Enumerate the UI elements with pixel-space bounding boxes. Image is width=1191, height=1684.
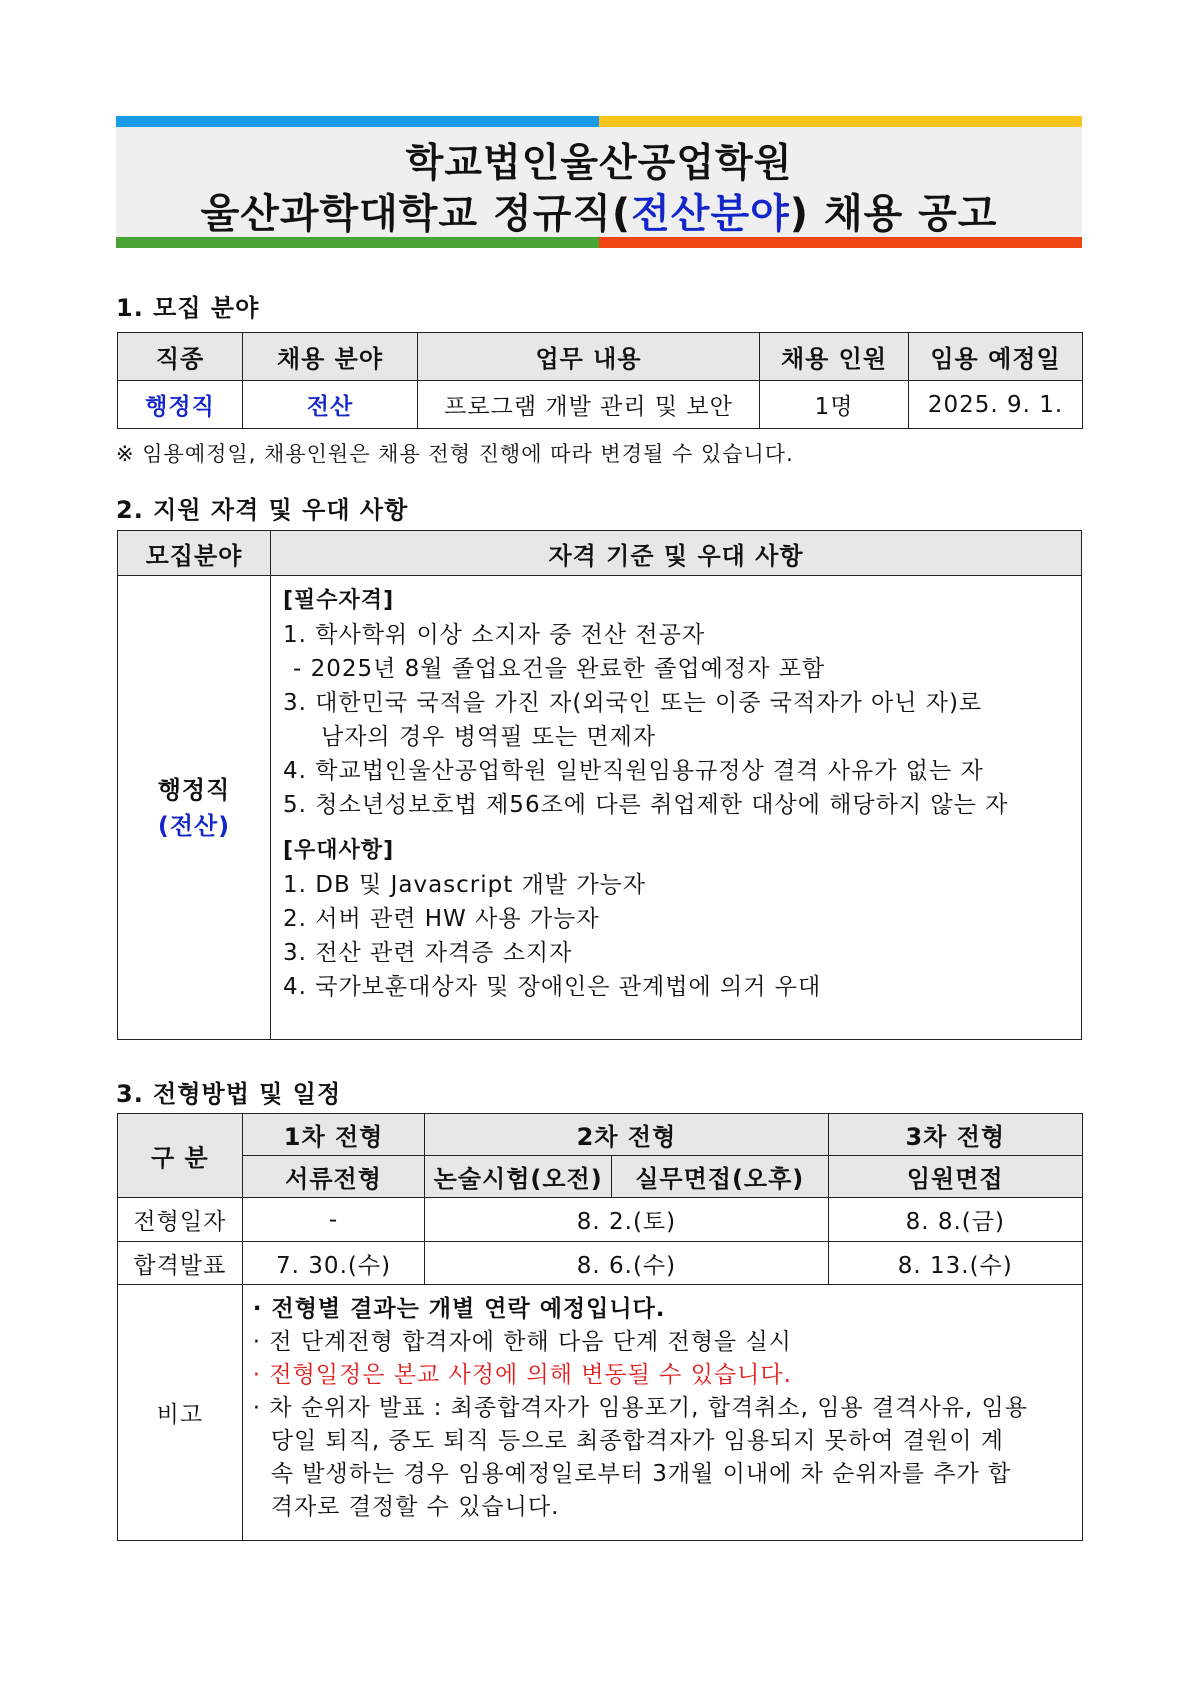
table-header: 모집분야 [118,531,271,576]
table-cell: 2025. 9. 1. [909,381,1083,429]
table-header: 구 분 [118,1114,243,1198]
table-cell: 8. 6.(수) [425,1242,828,1285]
title-line-2: 울산과학대학교 정규직(전산분야) 채용 공고 [200,191,998,237]
title-field: 전산분야 [631,191,790,237]
banner-bar-bottom-left [116,237,599,248]
title-banner [116,116,1082,248]
table-header: 서류전형 [242,1156,425,1198]
table-cell: 8. 13.(수) [828,1242,1082,1285]
remark-line: · 전 단계전형 합격자에 한해 다음 단계 전형을 실시 [252,1329,792,1355]
banner-bar-bottom-right [599,237,1082,248]
section-1-heading: 1. 모집 분야 [116,294,260,322]
list-item: 5. 청소년성보호법 제56조에 다른 취업제한 대상에 해당하지 않는 자 [283,792,1009,818]
table-header: 실무면접(오후) [611,1156,828,1198]
banner-bar-top-right [599,116,1082,127]
remark-line: 당일 퇴직, 중도 퇴직 등으로 최종합격자가 임용되지 못하여 결원이 계 [270,1428,1004,1454]
remark-line: · 전형별 결과는 개별 연락 예정입니다. [252,1296,666,1322]
list-item: 남자의 경우 병역필 또는 면제자 [321,724,657,750]
schedule-table [117,1113,1083,1541]
table-cell: 7. 30.(수) [242,1242,425,1285]
qualification-table [117,530,1082,1040]
required-title: [필수자격] [283,588,395,613]
table-header: 업무 내용 [418,333,760,381]
table-header: 직종 [118,333,243,381]
remarks-cell [242,1285,1082,1541]
field-sub-label: (전산) [157,811,231,840]
table-header: 3차 전형 [828,1114,1082,1156]
qualification-cell [271,576,1082,1040]
banner-bar-top-left [116,116,599,127]
field-cell [118,576,271,1040]
remark-line: · 전형일정은 본교 사정에 의해 변동될 수 있습니다. [252,1362,792,1388]
table-header: 임용 예정일 [909,333,1083,381]
table-cell: 전산 [243,381,418,429]
table-header: 1차 전형 [242,1114,425,1156]
table-header: 2차 전형 [425,1114,828,1156]
table-header: 자격 기준 및 우대 사항 [271,531,1082,576]
remark-line: · 차 순위자 발표 : 최종합격자가 임용포기, 합격취소, 임용 결격사유, 임용 [252,1395,1028,1421]
table-header: 채용 인원 [760,333,909,381]
table-cell: 비고 [118,1285,243,1541]
section-3-heading: 3. 전형방법 및 일정 [116,1080,342,1108]
table-header: 채용 분야 [243,333,418,381]
table-cell: 전형일자 [118,1198,243,1242]
remark-line: 격자로 결정할 수 있습니다. [270,1494,560,1520]
table-header: 임원면접 [828,1156,1082,1198]
list-item: 4. 국가보훈대상자 및 장애인은 관계법에 의거 우대 [283,974,822,1000]
table-header: 논술시험(오전) [425,1156,612,1198]
field-label: 행정직 [157,775,231,804]
list-item: 3. 대한민국 국적을 가진 자(외국인 또는 이중 국적자가 아닌 자)로 [283,690,983,716]
schedule-note: ※ 임용예정일, 채용인원은 채용 전형 진행에 따라 변경될 수 있습니다. [116,442,794,466]
table-cell: 8. 8.(금) [828,1198,1082,1242]
section-2-heading: 2. 지원 자격 및 우대 사항 [116,496,409,524]
title-line-1: 학교법인울산공업학원 [405,141,793,186]
table-cell: - [242,1198,425,1242]
remark-line: 속 발생하는 경우 임용예정일로부터 3개월 이내에 차 순위자를 추가 합 [270,1461,1012,1487]
table-cell: 합격발표 [118,1242,243,1285]
table-cell: 1명 [760,381,909,429]
list-item: 1. DB 및 Javascript 개발 가능자 [283,872,646,898]
list-item: - 2025년 8월 졸업요건을 완료한 졸업예정자 포함 [293,656,826,682]
table-cell: 행정직 [118,381,243,429]
table-cell: 8. 2.(토) [425,1198,828,1242]
preferred-title: [우대사항] [283,838,395,863]
list-item: 1. 학사학위 이상 소지자 중 전산 전공자 [283,622,706,648]
recruitment-field-table [117,332,1083,429]
table-cell: 프로그램 개발 관리 및 보안 [418,381,760,429]
list-item: 3. 전산 관련 자격증 소지자 [283,940,573,966]
list-item: 4. 학교법인울산공업학원 일반직원임용규정상 결격 사유가 없는 자 [283,758,984,784]
list-item: 2. 서버 관련 HW 사용 가능자 [283,906,600,932]
